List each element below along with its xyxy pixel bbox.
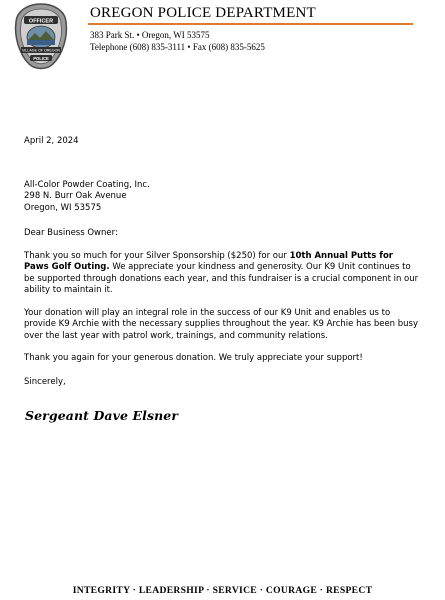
badge-middle-text: VILLAGE OF OREGON (22, 48, 60, 53)
recipient-city: Oregon, WI 53575 (24, 202, 102, 213)
badge-bottom-text: POLICE (33, 55, 49, 61)
department-title: OREGON POLICE DEPARTMENT (90, 5, 316, 21)
recipient-street: 298 N. Burr Oak Avenue (24, 191, 127, 202)
department-contact: Telephone (608) 835-3111 • Fax (608) 835-5625 (90, 42, 265, 52)
letter-date: April 2, 2024 (24, 136, 79, 146)
salutation: Dear Business Owner: (24, 228, 118, 238)
paragraph-thanks (24, 251, 419, 297)
police-badge-logo (13, 2, 69, 72)
recipient-address (24, 180, 419, 214)
paragraph-thanks-rest: We appreciate your kindness and generosity. Our K9 Unit continues to be supported through donations each year, and this fundraiser is a crucial component in our ability to maintain it. (24, 262, 419, 296)
closing: Sincerely, (24, 377, 66, 387)
paragraph-k9: Your donation will play an integral role in the success of our K9 Unit and enables us to provide K9 Archie with the necessary supplies throughout the year. K9 Archie has been busy over the last year with patrol work, trainings, and community relations. (24, 308, 419, 341)
paragraph-thanks-lead: Thank you so much for your Silver Sponsorship ($250) for our (24, 251, 290, 261)
paragraph-closing-thanks: Thank you again for your generous donation. We truly appreciate your support! (24, 353, 363, 363)
badge-top-text: OFFICER (28, 18, 54, 25)
header-rule (88, 23, 413, 25)
signature: Sergeant Dave Elsner (25, 408, 179, 423)
department-address: 383 Park St. • Oregon, WI 53575 (90, 30, 210, 40)
footer-motto: INTEGRITY · LEADERSHIP · SERVICE · COURAGE · RESPECT (72, 585, 373, 596)
recipient-name: All-Color Powder Coating, Inc. (24, 180, 150, 190)
event-name: 10th Annual Putts for Paws Golf Outing. (24, 251, 393, 273)
